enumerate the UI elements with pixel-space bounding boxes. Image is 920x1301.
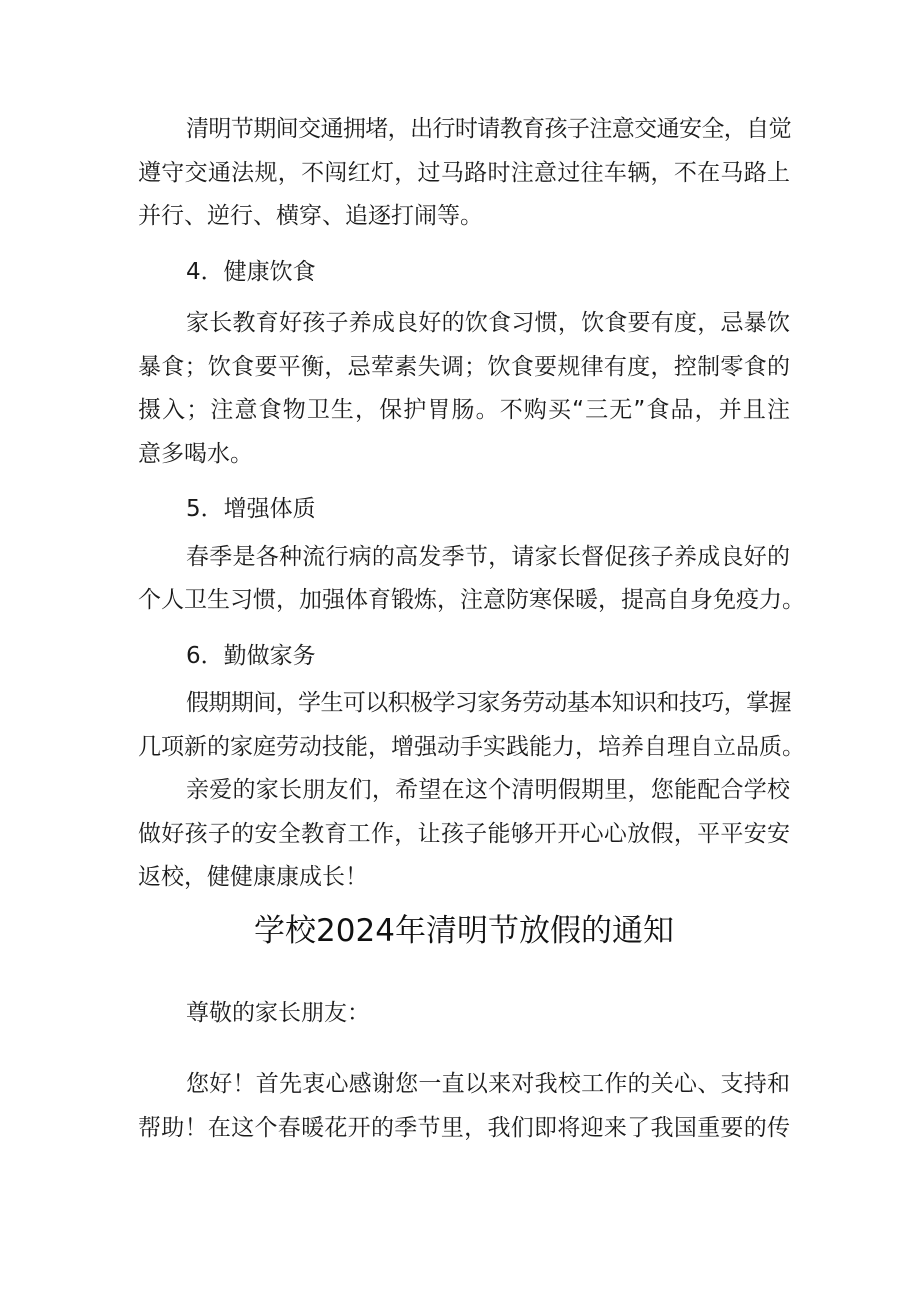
paragraph-line: 帮助！在这个春暖花开的季节里，我们即将迎来了我国重要的传	[138, 1114, 790, 1141]
document-title: 学校2024年清明节放假的通知	[254, 912, 674, 949]
document-body	[138, 108, 805, 1150]
paragraph-line: 假期期间，学生可以积极学习家务劳动基本知识和技巧，掌握	[186, 690, 790, 716]
paragraph-line: 家长教育好孩子养成良好的饮食习惯，饮食要有度，忌暴饮	[186, 310, 790, 336]
salutation: 尊敬的家长朋友：	[186, 999, 370, 1026]
paragraph-line: 清明节期间交通拥堵，出行时请教育孩子注意交通安全，自觉	[186, 116, 790, 142]
paragraph-line: 做好孩子的安全教育工作，让孩子能够开开心心放假，平平安安	[138, 820, 790, 847]
paragraph-line: 意多喝水。	[138, 440, 253, 467]
paragraph-line: 几项新的家庭劳动技能，增强动手实践能力，培养自理自立品质。	[138, 733, 805, 760]
paragraph-line: 遵守交通法规，不闯红灯，过马路时注意过往车辆，不在马路上	[138, 159, 790, 186]
section-heading-6: 6．勤做家务	[186, 642, 316, 669]
paragraph-line: 个人卫生习惯，加强体育锻炼，注意防寒保暖，提高自身免疫力。	[138, 587, 805, 613]
paragraph-line: 春季是各种流行病的高发季节，请家长督促孩子养成良好的	[186, 543, 790, 570]
paragraph-line: 亲爱的家长朋友们，希望在这个清明假期里，您能配合学校	[186, 777, 790, 803]
paragraph-line: 您好！首先衷心感谢您一直以来对我校工作的关心、支持和	[186, 1071, 790, 1097]
paragraph-line: 返校，健健康康成长！	[138, 864, 368, 890]
section-heading-5: 5．增强体质	[186, 496, 316, 522]
section-heading-4: 4．健康饮食	[186, 258, 316, 285]
paragraph-line: 摄入；注意食物卫生，保护胃肠。不购买“三无”食品，并且注	[138, 397, 790, 423]
paragraph-line: 并行、逆行、横穿、追逐打闹等。	[138, 203, 483, 229]
paragraph-line: 暴食；饮食要平衡，忌荤素失调；饮食要规律有度，控制零食的	[138, 353, 790, 380]
